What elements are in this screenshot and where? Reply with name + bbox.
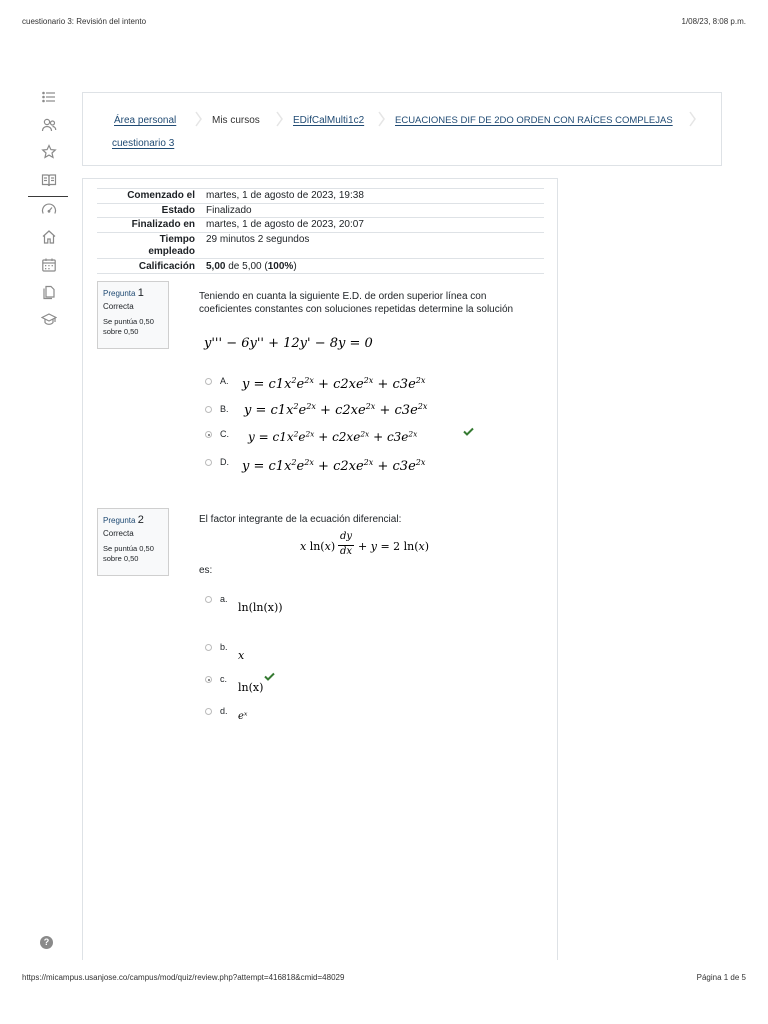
print-datetime: 1/08/23, 8:08 p.m. [681,17,746,26]
summary-value: 29 minutos 2 segundos [206,234,310,245]
content-border-right [557,178,558,960]
breadcrumb-home[interactable]: Área personal [114,115,177,126]
question-info-2 [97,508,169,576]
files-icon[interactable] [41,284,57,300]
question-1-equation: y''' − 6y'' + 12y' − 8y = 0 [204,336,373,351]
question-word: Pregunta [103,516,136,525]
option-label: b. [220,642,228,652]
grade-close: ) [293,261,297,272]
summary-row-state [97,203,544,217]
radio-button-checked[interactable] [205,676,212,683]
radio-button[interactable] [205,596,212,603]
option-label: a. [220,594,228,604]
question-state: Correcta [103,529,134,538]
option-formula-1c: $y = c1x^2e^{2x} + c2xe^{2x} + c3e^{2x}$ [248,429,418,444]
option-label: A. [220,376,229,386]
radio-button[interactable] [205,406,212,413]
option-formula-2d: eˣ [238,711,248,722]
content-border-top [82,178,558,179]
summary-row-grade [97,258,544,274]
attempt-summary-table [97,188,544,274]
graduation-cap-icon[interactable] [41,311,57,327]
radio-button[interactable] [205,644,212,651]
print-url: https://micampus.usanjose.co/campus/mod/quiz/review.php?attempt=416818&cmid=48029 [22,973,345,982]
breadcrumb-course[interactable]: EDifCalMulti1c2 [293,115,365,126]
list-icon[interactable] [41,89,57,105]
home-icon[interactable] [41,229,57,245]
dashboard-icon[interactable] [41,202,57,218]
question-word: Pregunta [103,289,136,298]
option-formula-2a: ln(ln(x)) [238,601,283,614]
summary-row-time [97,232,544,258]
summary-value [206,261,297,272]
grade-percent: 100% [267,261,294,272]
question-text-2: El factor integrante de la ecuación diferencial: [199,514,402,525]
star-icon[interactable] [41,144,57,160]
radio-button[interactable] [205,459,212,466]
option-formula-1b: $y = c1x^2e^{2x} + c2xe^{2x} + c3e^{2x}$ [244,402,428,418]
option-formula-1d: $y = c1x^2e^{2x} + c2xe^{2x} + c3e^{2x}$ [242,458,426,474]
summary-label: Comenzado el [127,190,195,201]
summary-row-finished [97,217,544,232]
summary-label: Calificación [138,261,195,272]
question-number-value: 2 [137,514,144,526]
breadcrumb-my-courses[interactable]: Mis cursos [212,115,260,126]
summary-label: Estado [161,205,195,216]
radio-button[interactable] [205,378,212,385]
book-icon[interactable] [41,172,57,188]
print-page-number: Página 1 de 5 [696,973,746,982]
correct-check-icon [463,427,474,436]
option-label: c. [220,674,228,684]
question-2-after-text: es: [199,565,213,576]
option-label: B. [220,404,229,414]
option-label: d. [220,706,228,716]
question-number [103,287,163,299]
radio-button-checked[interactable] [205,431,212,438]
grade-value: 5,00 [206,261,226,272]
grade-of: de 5,00 ( [225,261,268,272]
radio-button[interactable] [205,708,212,715]
option-formula-1a: $y = c1x^2e^{2x} + c2xe^{2x} + c3e^{2x}$ [242,376,426,392]
participants-icon[interactable] [41,117,57,133]
option-label: C. [220,429,229,439]
question-state: Correcta [103,302,134,311]
summary-value: martes, 1 de agosto de 2023, 20:07 [206,219,364,230]
question-number [103,514,163,526]
option-formula-2c: ln(x) [238,681,264,694]
breadcrumb-quiz[interactable]: cuestionario 3 [112,138,175,149]
summary-row-started [97,188,544,203]
question-text-1: Teniendo en cuanta la siguiente E.D. de orden superior línea con coeficientes constantes con soluciones repetidas determine la solución [199,291,514,315]
question-number-value: 1 [137,287,144,299]
summary-value: martes, 1 de agosto de 2023, 19:38 [206,190,364,201]
content-border-left [82,178,83,960]
chevron-right-icon [688,111,696,127]
summary-label: Tiempo empleado [148,234,195,257]
print-title: cuestionario 3: Revisión del intento [22,17,147,26]
correct-check-icon [264,672,275,681]
print-header [22,17,746,29]
nav-separator [28,196,68,197]
question-grade: Se puntúa 0,50 sobre 0,50 [103,544,154,563]
calendar-icon[interactable] [41,257,57,273]
question-grade: Se puntúa 0,50 sobre 0,50 [103,317,154,336]
chevron-right-icon [275,111,283,127]
chevron-right-icon [377,111,385,127]
chevron-right-icon [194,111,202,127]
breadcrumb [82,92,722,166]
summary-label: Finalizado en [131,219,195,230]
help-button[interactable]: ? [40,936,53,949]
summary-value: Finalizado [206,205,252,216]
breadcrumb-section[interactable]: ECUACIONES DIF DE 2DO ORDEN CON RAÍCES COMPLEJAS [395,115,673,126]
option-label: D. [220,457,229,467]
option-formula-2b: x [238,649,245,662]
question-info-1 [97,281,169,349]
print-footer [22,973,746,985]
